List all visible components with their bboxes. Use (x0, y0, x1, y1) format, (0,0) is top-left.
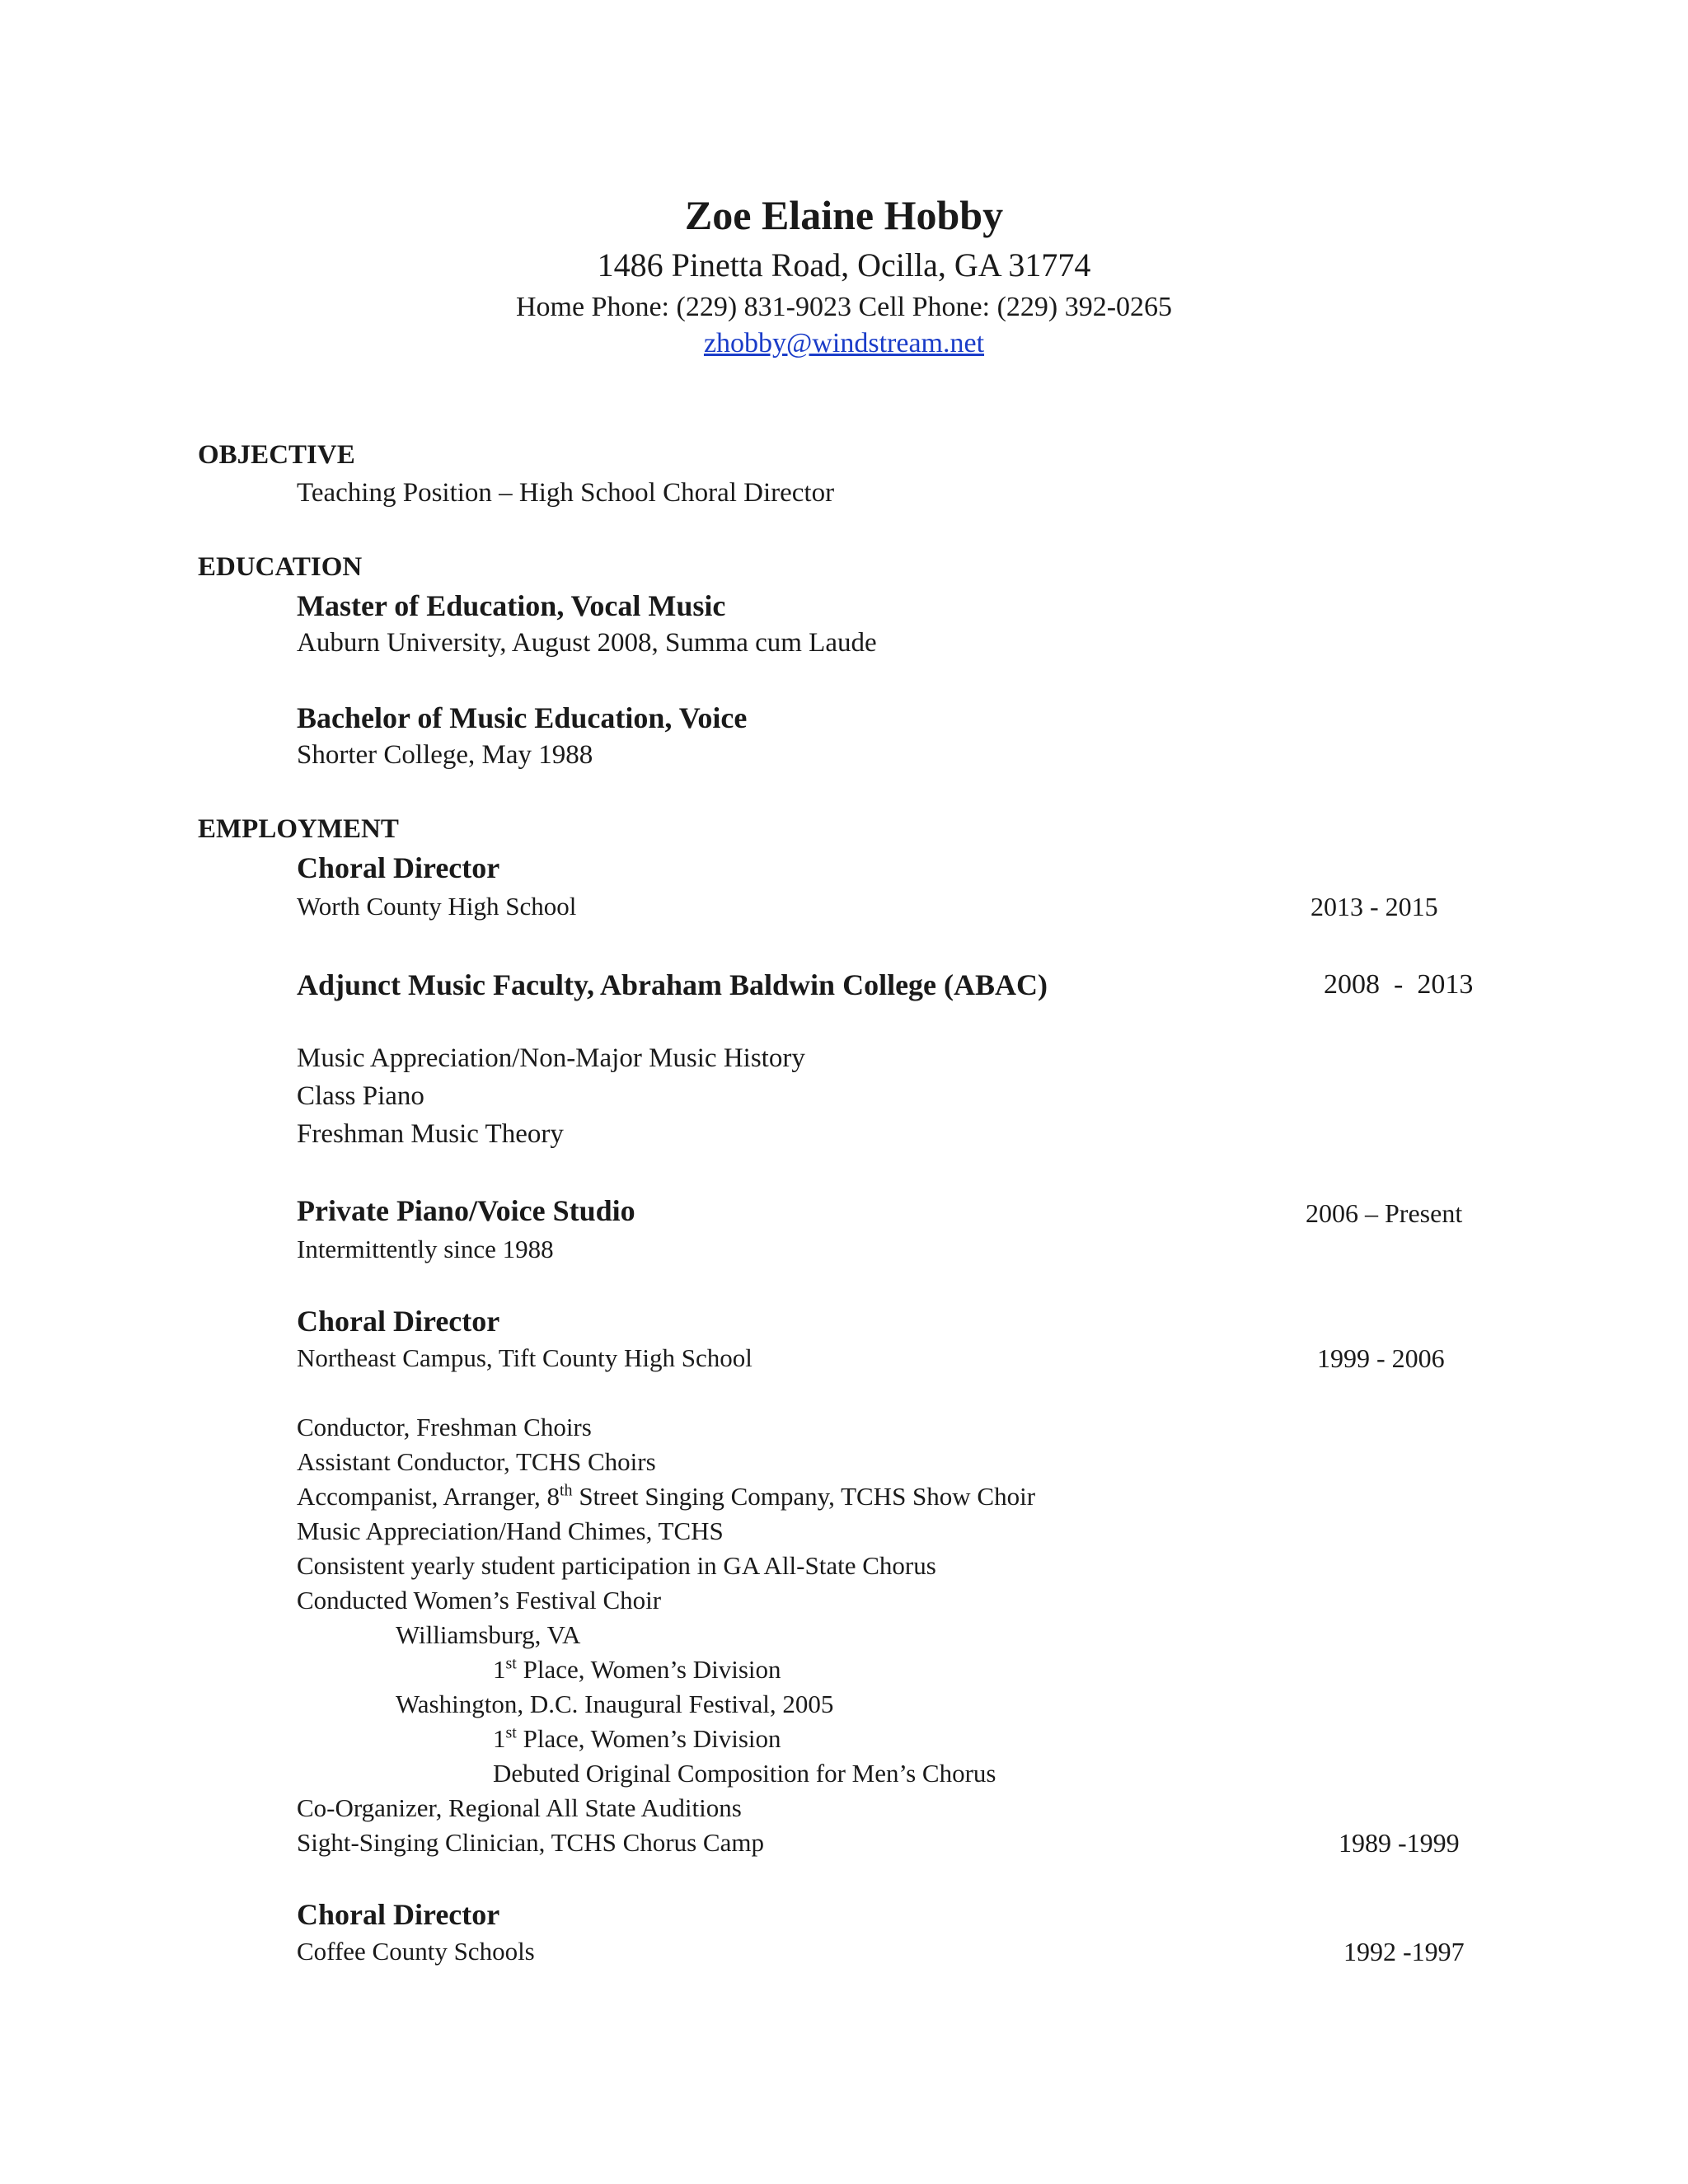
degree-detail: Shorter College, May 1988 (297, 740, 593, 770)
job-dates: 1992 -1997 (1343, 1937, 1465, 1966)
address: 1486 Pinetta Road, Ocilla, GA 31774 (597, 246, 1091, 284)
duty-subitem: 1st Place, Women’s Division (493, 1723, 781, 1753)
duty-item: Assistant Conductor, TCHS Choirs (297, 1447, 656, 1476)
job-place: Coffee County Schools (297, 1937, 535, 1966)
duty-subitem: Debuted Original Composition for Men’s Chorus (493, 1759, 996, 1788)
duty-subitem: Williamsburg, VA (396, 1620, 581, 1649)
phone-numbers: Home Phone: (229) 831-9023 Cell Phone: (229) 392-0265 (515, 292, 1173, 322)
duty-subitem: Washington, D.C. Inaugural Festival, 2005 (396, 1690, 834, 1718)
duty-item: Co-Organizer, Regional All State Auditions (297, 1793, 742, 1822)
job-title: Adjunct Music Faculty, Abraham Baldwin College (ABAC) (297, 968, 1048, 1001)
duty-item: Sight-Singing Clinician, TCHS Chorus Camp (297, 1828, 764, 1857)
job-dates: 1999 - 2006 (1317, 1343, 1445, 1373)
job-dates: 2013 - 2015 (1311, 892, 1438, 921)
candidate-name: Zoe Elaine Hobby (684, 192, 1004, 238)
job-dates: 2008 - 2013 (1324, 969, 1474, 1000)
duty-item: Conducted Women’s Festival Choir (297, 1586, 662, 1615)
degree-detail: Auburn University, August 2008, Summa cum Laude (297, 628, 877, 658)
job-title: Choral Director (297, 1305, 500, 1338)
employment-heading: EMPLOYMENT (198, 814, 399, 844)
job-place: Northeast Campus, Tift County High School (297, 1343, 753, 1372)
duty-item: Music Appreciation/Hand Chimes, TCHS (297, 1516, 724, 1545)
objective-heading: OBJECTIVE (198, 440, 355, 470)
duty-item: Conductor, Freshman Choirs (297, 1413, 592, 1441)
degree-title: Master of Education, Vocal Music (297, 589, 726, 622)
objective-text: Teaching Position – High School Choral Director (297, 478, 835, 508)
duty-item: Consistent yearly student participation in GA All-State Chorus (297, 1551, 936, 1580)
duty-dates: 1989 -1999 (1339, 1828, 1460, 1858)
email-container (0, 328, 1688, 359)
duty-item: Accompanist, Arranger, 8th Street Singing Company, TCHS Show Choir (297, 1481, 1036, 1511)
course-item: Music Appreciation/Non-Major Music History (297, 1043, 805, 1073)
course-item: Class Piano (297, 1081, 424, 1111)
education-heading: EDUCATION (198, 552, 363, 582)
job-note: Intermittently since 1988 (297, 1235, 554, 1263)
job-title: Choral Director (297, 1898, 500, 1931)
duty-subitem: 1st Place, Women’s Division (493, 1654, 781, 1684)
course-item: Freshman Music Theory (297, 1119, 564, 1149)
job-dates: 2006 – Present (1306, 1198, 1463, 1228)
email-link[interactable]: zhobby@windstream.net (703, 328, 985, 359)
job-title: Private Piano/Voice Studio (297, 1194, 635, 1227)
degree-title: Bachelor of Music Education, Voice (297, 701, 748, 734)
job-place: Worth County High School (297, 892, 577, 921)
job-title: Choral Director (297, 851, 500, 884)
